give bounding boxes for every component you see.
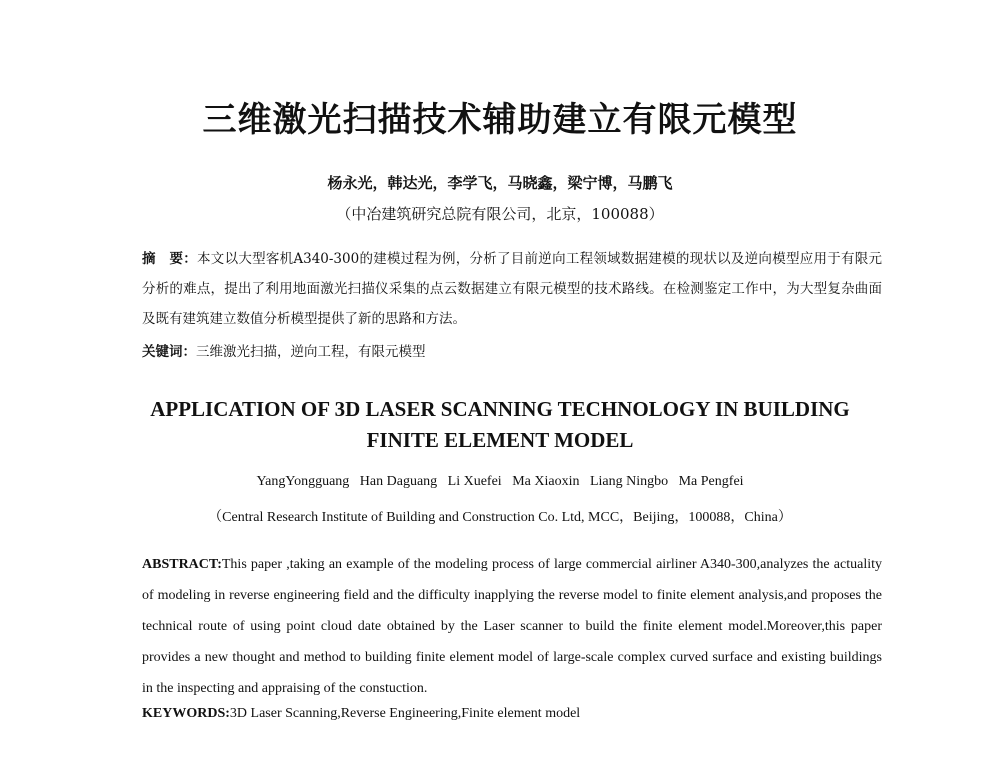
abstract-text-chinese: 本文以大型客机A340-300的建模过程为例，分析了目前逆向工程领域数据建模的现状以及逆向模型应用于有限元分析的难点，提出了利用地面激光扫描仪采集的点云数据建立有限元模型的技术路线。在检测鉴定工作中，为大型复杂曲面及既有建筑建立数值分析模型提供了新的思路和方法。 (142, 251, 882, 327)
keywords-chinese (142, 340, 882, 360)
keywords-text-chinese: 三维激光扫描，逆向工程，有限元模型 (196, 344, 426, 360)
abstract-english (142, 549, 882, 704)
keywords-text-english: 3D Laser Scanning,Reverse Engineering,Finite element model (229, 706, 581, 721)
keywords-label-english: KEYWORDS: (142, 706, 230, 721)
paper-title-english (0, 394, 1000, 456)
paper-title-chinese: 三维激光扫描技术辅助建立有限元模型 (202, 100, 798, 140)
keywords-english (142, 706, 882, 722)
abstract-chinese (142, 244, 882, 334)
affiliation-english: （Central Research Institute of Building and Construction Co. Ltd, MCC，Beijing，100088，China） (208, 510, 792, 525)
author-list-english: YangYongguang Han Daguang Li Xuefei Ma Xiaoxin Liang Ningbo Ma Pengfei (256, 474, 744, 489)
affiliation-chinese: （中冶建筑研究总院有限公司，北京，100088） (336, 205, 664, 223)
abstract-label-english: ABSTRACT: (142, 557, 222, 572)
author-list-chinese: 杨永光，韩达光，李学飞，马晓鑫，梁宁博，马鹏飞 (327, 174, 673, 192)
paper-title-english-line-2: FINITE ELEMENT MODEL (366, 428, 634, 452)
abstract-label-chinese: 摘 要： (142, 251, 198, 267)
abstract-text-english: This paper ,taking an example of the modeling process of large commercial airliner A340-300,analyzes the actuality of modeling in reverse engineering field and the difficulty inapplying the reverse model to finite element analysis,and proposes the technical route of using point cloud date obtained by the Laser scanner to build the finite element model.Moreover,this paper provides a new thought and method to building finite element model of large-scale complex curved surface and existing buildings in the inspecting and appraising of the constuction. (142, 557, 882, 696)
paper-title-english-line-1: APPLICATION OF 3D LASER SCANNING TECHNOLOGY IN BUILDING (150, 397, 850, 421)
keywords-label-chinese: 关键词： (142, 344, 196, 360)
